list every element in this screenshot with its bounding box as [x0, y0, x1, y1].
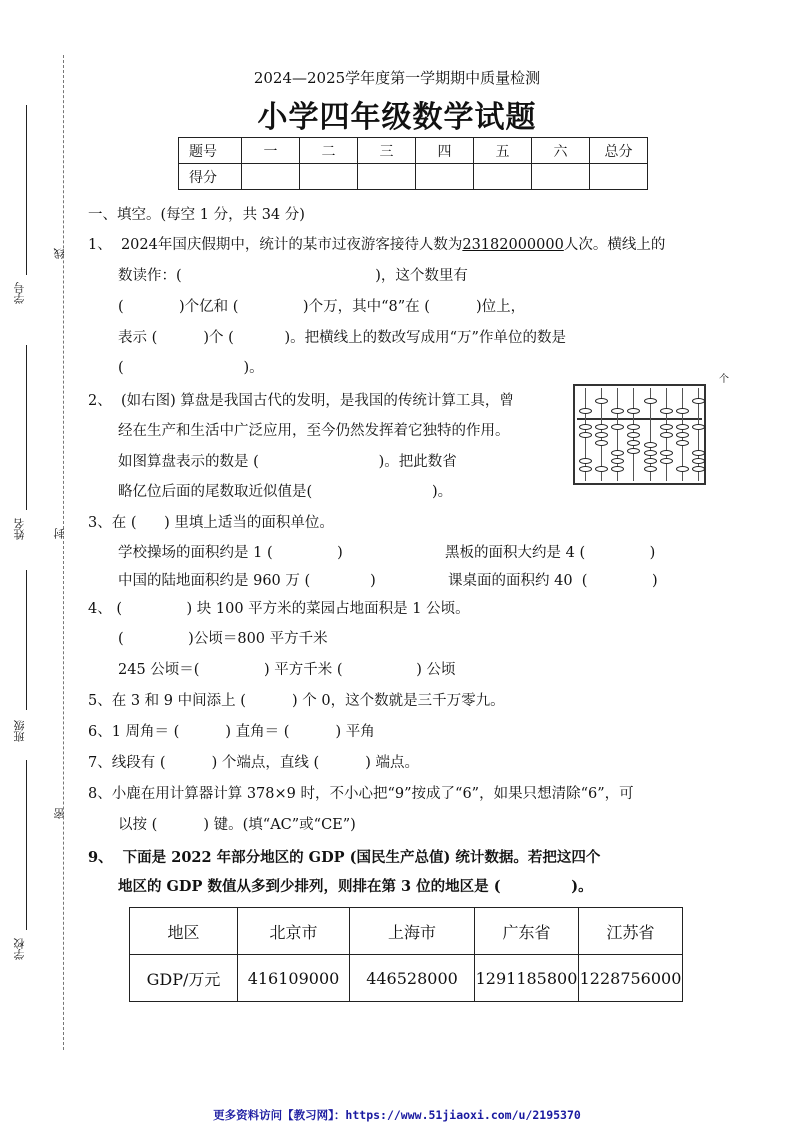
abacus-bead: [627, 448, 640, 454]
q1-line3: ( )个亿和 ( )个万，其中“8”在 ( )位上，: [118, 299, 526, 315]
margin-rule-class: [26, 570, 27, 710]
abacus-bead: [676, 440, 689, 446]
q1-line5: ( )。: [118, 360, 264, 376]
q1-text: 人次。横线上的: [563, 237, 666, 253]
abacus-bead: [595, 424, 608, 430]
gdp-table-data-row: [130, 955, 683, 1002]
q4-line1: 4、 ( ) 块 100 平方米的菜园占地面积是 1 公顷。: [88, 601, 470, 617]
abacus-bead: [611, 466, 624, 472]
exam-subtitle: 2024—2025学年度第一学期期中质量检测: [253, 69, 541, 87]
q4-line3: 245 公顷＝( ) 平方千米 ( ) 公顷: [118, 662, 456, 678]
q2-line1: 2、 (如右图) 算盘是我国古代的发明，是我国的传统计算工具，曾: [88, 393, 514, 409]
score-cell: 四: [416, 138, 474, 164]
q2-line4: 略亿位后面的尾数取近似值是( )。: [118, 484, 453, 500]
q9-line1: 9、 下面是 2022 年部分地区的 GDP (国民生产总值) 统计数据。若把这四个: [88, 849, 601, 866]
abacus-bead: [611, 424, 624, 430]
q8-line1: 8、小鹿在用计算器计算 378×9 时，不小心把“9”按成了“6”，如果只想清除“6”，可: [88, 786, 634, 802]
q1-line2: 数读作：( )，这个数里有: [118, 268, 468, 284]
abacus-figure: [573, 384, 706, 485]
abacus-bead: [676, 424, 689, 430]
abacus-bead: [692, 458, 705, 464]
seal-char-line: 线: [53, 248, 66, 259]
abacus-bead: [627, 440, 640, 446]
score-input-cell[interactable]: [416, 164, 474, 190]
abacus-bead: [676, 408, 689, 414]
score-cell: 得分: [179, 164, 242, 190]
q3-item-desk: 课桌面的面积约 40 ( ): [448, 573, 658, 589]
q2-line3: 如图算盘表示的数是 ( )。把此数省: [118, 454, 457, 470]
abacus-bead: [627, 408, 640, 414]
abacus-bead: [611, 458, 624, 464]
seal-char-seal: 封: [53, 528, 66, 539]
gdp-header-cell: 上海市: [350, 908, 475, 955]
abacus-bead: [644, 450, 657, 456]
abacus-bead: [579, 458, 592, 464]
score-cell: 总分: [590, 138, 648, 164]
exam-title: 小学四年级数学试题: [257, 100, 537, 135]
abacus-beam: [577, 418, 702, 420]
gdp-header-cell: 江苏省: [579, 908, 683, 955]
q3-item-playground: 学校操场的面积约是 1 ( ): [118, 545, 343, 561]
score-input-cell[interactable]: [300, 164, 358, 190]
abacus-bead: [644, 458, 657, 464]
gdp-header-cell: 广东省: [475, 908, 579, 955]
score-table-header-row: [179, 138, 648, 164]
abacus-bead: [644, 398, 657, 404]
score-input-cell[interactable]: [590, 164, 648, 190]
gdp-data-cell: 1291185800: [475, 955, 579, 1002]
q6-line: 6、1 周角＝ ( ) 直角＝ ( ) 平角: [88, 724, 375, 740]
gdp-header-cell: 北京市: [238, 908, 350, 955]
abacus-arrow-mark: 个: [719, 374, 729, 385]
q1-line4: 表示 ( )个 ( )。把横线上的数改写成用“万”作单位的数是: [118, 330, 566, 346]
gdp-data-cell: 446528000: [350, 955, 475, 1002]
abacus-bead: [579, 408, 592, 414]
abacus-bead: [660, 408, 673, 414]
gdp-data-cell: 416109000: [238, 955, 350, 1002]
abacus-bead: [676, 432, 689, 438]
binding-dashed-line: [63, 55, 64, 1050]
q1-line1: [88, 235, 665, 255]
gdp-table-header-row: [130, 908, 683, 955]
margin-rule-school: [26, 760, 27, 930]
q7-line: 7、线段有 ( ) 个端点，直线 ( ) 端点。: [88, 755, 419, 771]
score-cell: 一: [242, 138, 300, 164]
abacus-bead: [595, 432, 608, 438]
score-table-score-row: [179, 164, 648, 190]
margin-label-school: 学校: [13, 938, 26, 960]
margin-label-name: 姓名: [13, 518, 26, 540]
abacus-bead: [595, 466, 608, 472]
abacus-bead: [579, 424, 592, 430]
abacus-bead: [692, 398, 705, 404]
abacus-bead: [611, 450, 624, 456]
margin-rule-name: [26, 345, 27, 510]
abacus-bead: [627, 424, 640, 430]
gdp-table: [129, 907, 683, 1002]
abacus-bead: [660, 458, 673, 464]
abacus-bead: [644, 466, 657, 472]
score-cell: 二: [300, 138, 358, 164]
q3-line1: 3、在 ( ) 里填上适当的面积单位。: [88, 515, 334, 531]
abacus-bead: [692, 450, 705, 456]
gdp-header-cell: 地区: [130, 908, 238, 955]
score-table: [178, 137, 648, 190]
abacus-bead: [644, 442, 657, 448]
score-input-cell[interactable]: [358, 164, 416, 190]
score-input-cell[interactable]: [532, 164, 590, 190]
abacus-bead: [660, 424, 673, 430]
score-input-cell[interactable]: [474, 164, 532, 190]
abacus-bead: [692, 424, 705, 430]
q2-line2: 经在生产和生活中广泛应用，至今仍然发挥着它独特的作用。: [118, 423, 510, 439]
score-input-cell[interactable]: [242, 164, 300, 190]
q9-line2: 地区的 GDP 数值从多到少排列，则排在第 3 位的地区是 ( )。: [118, 878, 593, 895]
seal-char-secret: 密: [53, 808, 66, 819]
abacus-bead: [595, 440, 608, 446]
q8-line2: 以按 ( ) 键。(填“AC”或“CE”): [118, 817, 356, 833]
abacus-bead: [595, 398, 608, 404]
abacus-bead: [579, 432, 592, 438]
q3-item-blackboard: 黑板的面积大约是 4 ( ): [445, 545, 656, 561]
gdp-data-cell: 1228756000: [579, 955, 683, 1002]
q3-item-china-area: 中国的陆地面积约是 960 万 ( ): [118, 573, 376, 589]
abacus-bead: [692, 466, 705, 472]
section-heading: 一、填空。(每空 1 分，共 34 分): [88, 207, 305, 223]
abacus-bead: [627, 432, 640, 438]
abacus-bead: [676, 466, 689, 472]
abacus-bead: [660, 432, 673, 438]
score-cell: 五: [474, 138, 532, 164]
abacus-bead: [579, 466, 592, 472]
q1-underlined-number: 23182000000: [462, 237, 564, 253]
margin-label-student-id: 学号: [13, 282, 26, 304]
q1-text: 1、 2024年国庆假期中，统计的某市过夜游客接待人数为: [88, 237, 463, 253]
abacus-bead: [611, 408, 624, 414]
q5-line: 5、在 3 和 9 中间添上 ( ) 个 0，这个数就是三千万零九。: [88, 693, 505, 709]
footer-link-text[interactable]: 更多资料访问【教习网】：https://www.51jiaoxi.com/u/2195370: [213, 1108, 581, 1122]
gdp-data-cell: GDP/万元: [130, 955, 238, 1002]
margin-label-class: 班级: [13, 720, 26, 742]
score-cell: 六: [532, 138, 590, 164]
score-cell: 题号: [179, 138, 242, 164]
score-cell: 三: [358, 138, 416, 164]
abacus-bead: [660, 450, 673, 456]
q4-line2: ( )公顷＝800 平方千米: [118, 631, 328, 647]
